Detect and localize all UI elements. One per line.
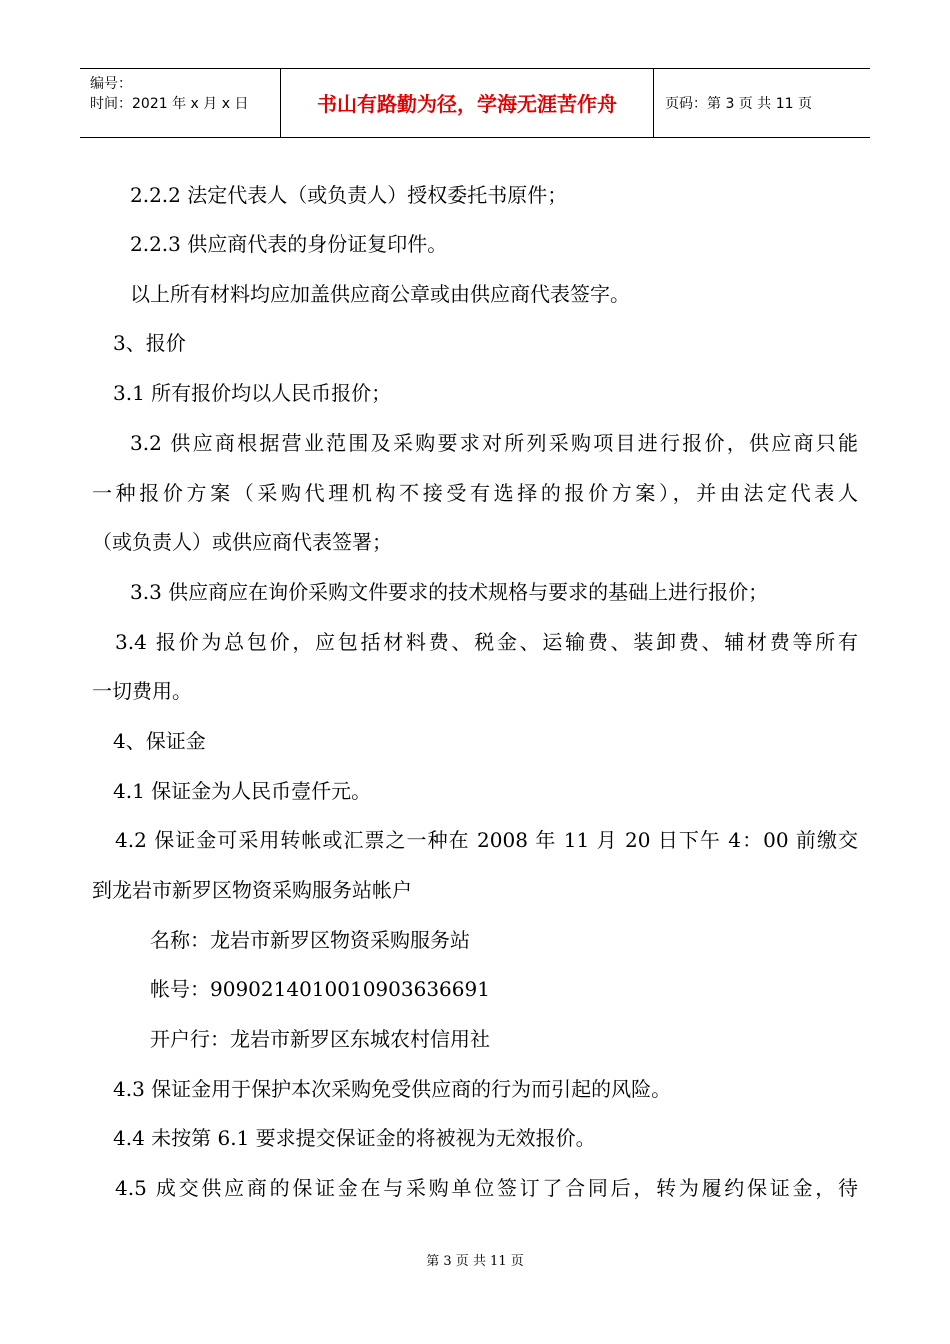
- paragraph-4-5-line1: 4.5 成交供应商的保证金在与采购单位签订了合同后，转为履约保证金，待: [115, 1176, 858, 1200]
- account-number: 帐号：9090214010010903636691: [150, 977, 490, 1001]
- paragraph-materials-note: 以上所有材料均应加盖供应商公章或由供应商代表签字。: [130, 282, 630, 306]
- paragraph-4-2-line2: 到龙岩市新罗区物资采购服务站帐户: [92, 878, 412, 902]
- account-name: 名称：龙岩市新罗区物资采购服务站: [150, 928, 470, 952]
- paragraph-4-2-line1: 4.2 保证金可采用转帐或汇票之一种在 2008 年 11 月 20 日下午 4：00 前缴交: [115, 828, 858, 852]
- paragraph-3-1: 3.1 所有报价均以人民币报价；: [113, 381, 392, 405]
- section-heading-quote: 3、报价: [113, 331, 186, 355]
- header-motto: 书山有路勤为径，学海无涯苦作舟: [281, 69, 654, 137]
- document-number-label: 编号：: [90, 76, 132, 92]
- paragraph-3-2-line2: 一种报价方案（采购代理机构不接受有选择的报价方案），并由法定代表人: [92, 481, 858, 505]
- page-header: [80, 68, 870, 138]
- paragraph-2-2-2: 2.2.2 法定代表人（或负责人）授权委托书原件；: [130, 183, 568, 207]
- header-meta: [80, 69, 281, 137]
- page-footer: 第 3 页 共 11 页: [426, 1254, 524, 1269]
- document-time-label: 时间：2021 年 x 月 x 日: [90, 96, 249, 112]
- paragraph-3-4-line2: 一切费用。: [92, 679, 192, 703]
- paragraph-3-3: 3.3 供应商应在询价采购文件要求的技术规格与要求的基础上进行报价；: [130, 580, 769, 604]
- paragraph-3-2-line1: 3.2 供应商根据营业范围及采购要求对所列采购项目进行报价，供应商只能: [130, 431, 858, 455]
- section-heading-deposit: 4、保证金: [113, 729, 206, 753]
- paragraph-4-1: 4.1 保证金为人民币壹仟元。: [113, 779, 372, 803]
- paragraph-4-3: 4.3 保证金用于保护本次采购免受供应商的行为而引起的风险。: [113, 1077, 672, 1101]
- paragraph-3-4-line1: 3.4 报价为总包价，应包括材料费、税金、运输费、装卸费、辅材费等所有: [115, 630, 858, 654]
- paragraph-3-2-line3: （或负责人）或供应商代表签署；: [92, 530, 392, 554]
- header-page-info: 页码：第 3 页 共 11 页: [665, 96, 812, 112]
- paragraph-4-4: 4.4 未按第 6.1 要求提交保证金的将被视为无效报价。: [113, 1126, 596, 1150]
- account-bank: 开户行：龙岩市新罗区东城农村信用社: [150, 1027, 490, 1051]
- paragraph-2-2-3: 2.2.3 供应商代表的身份证复印件。: [130, 232, 448, 256]
